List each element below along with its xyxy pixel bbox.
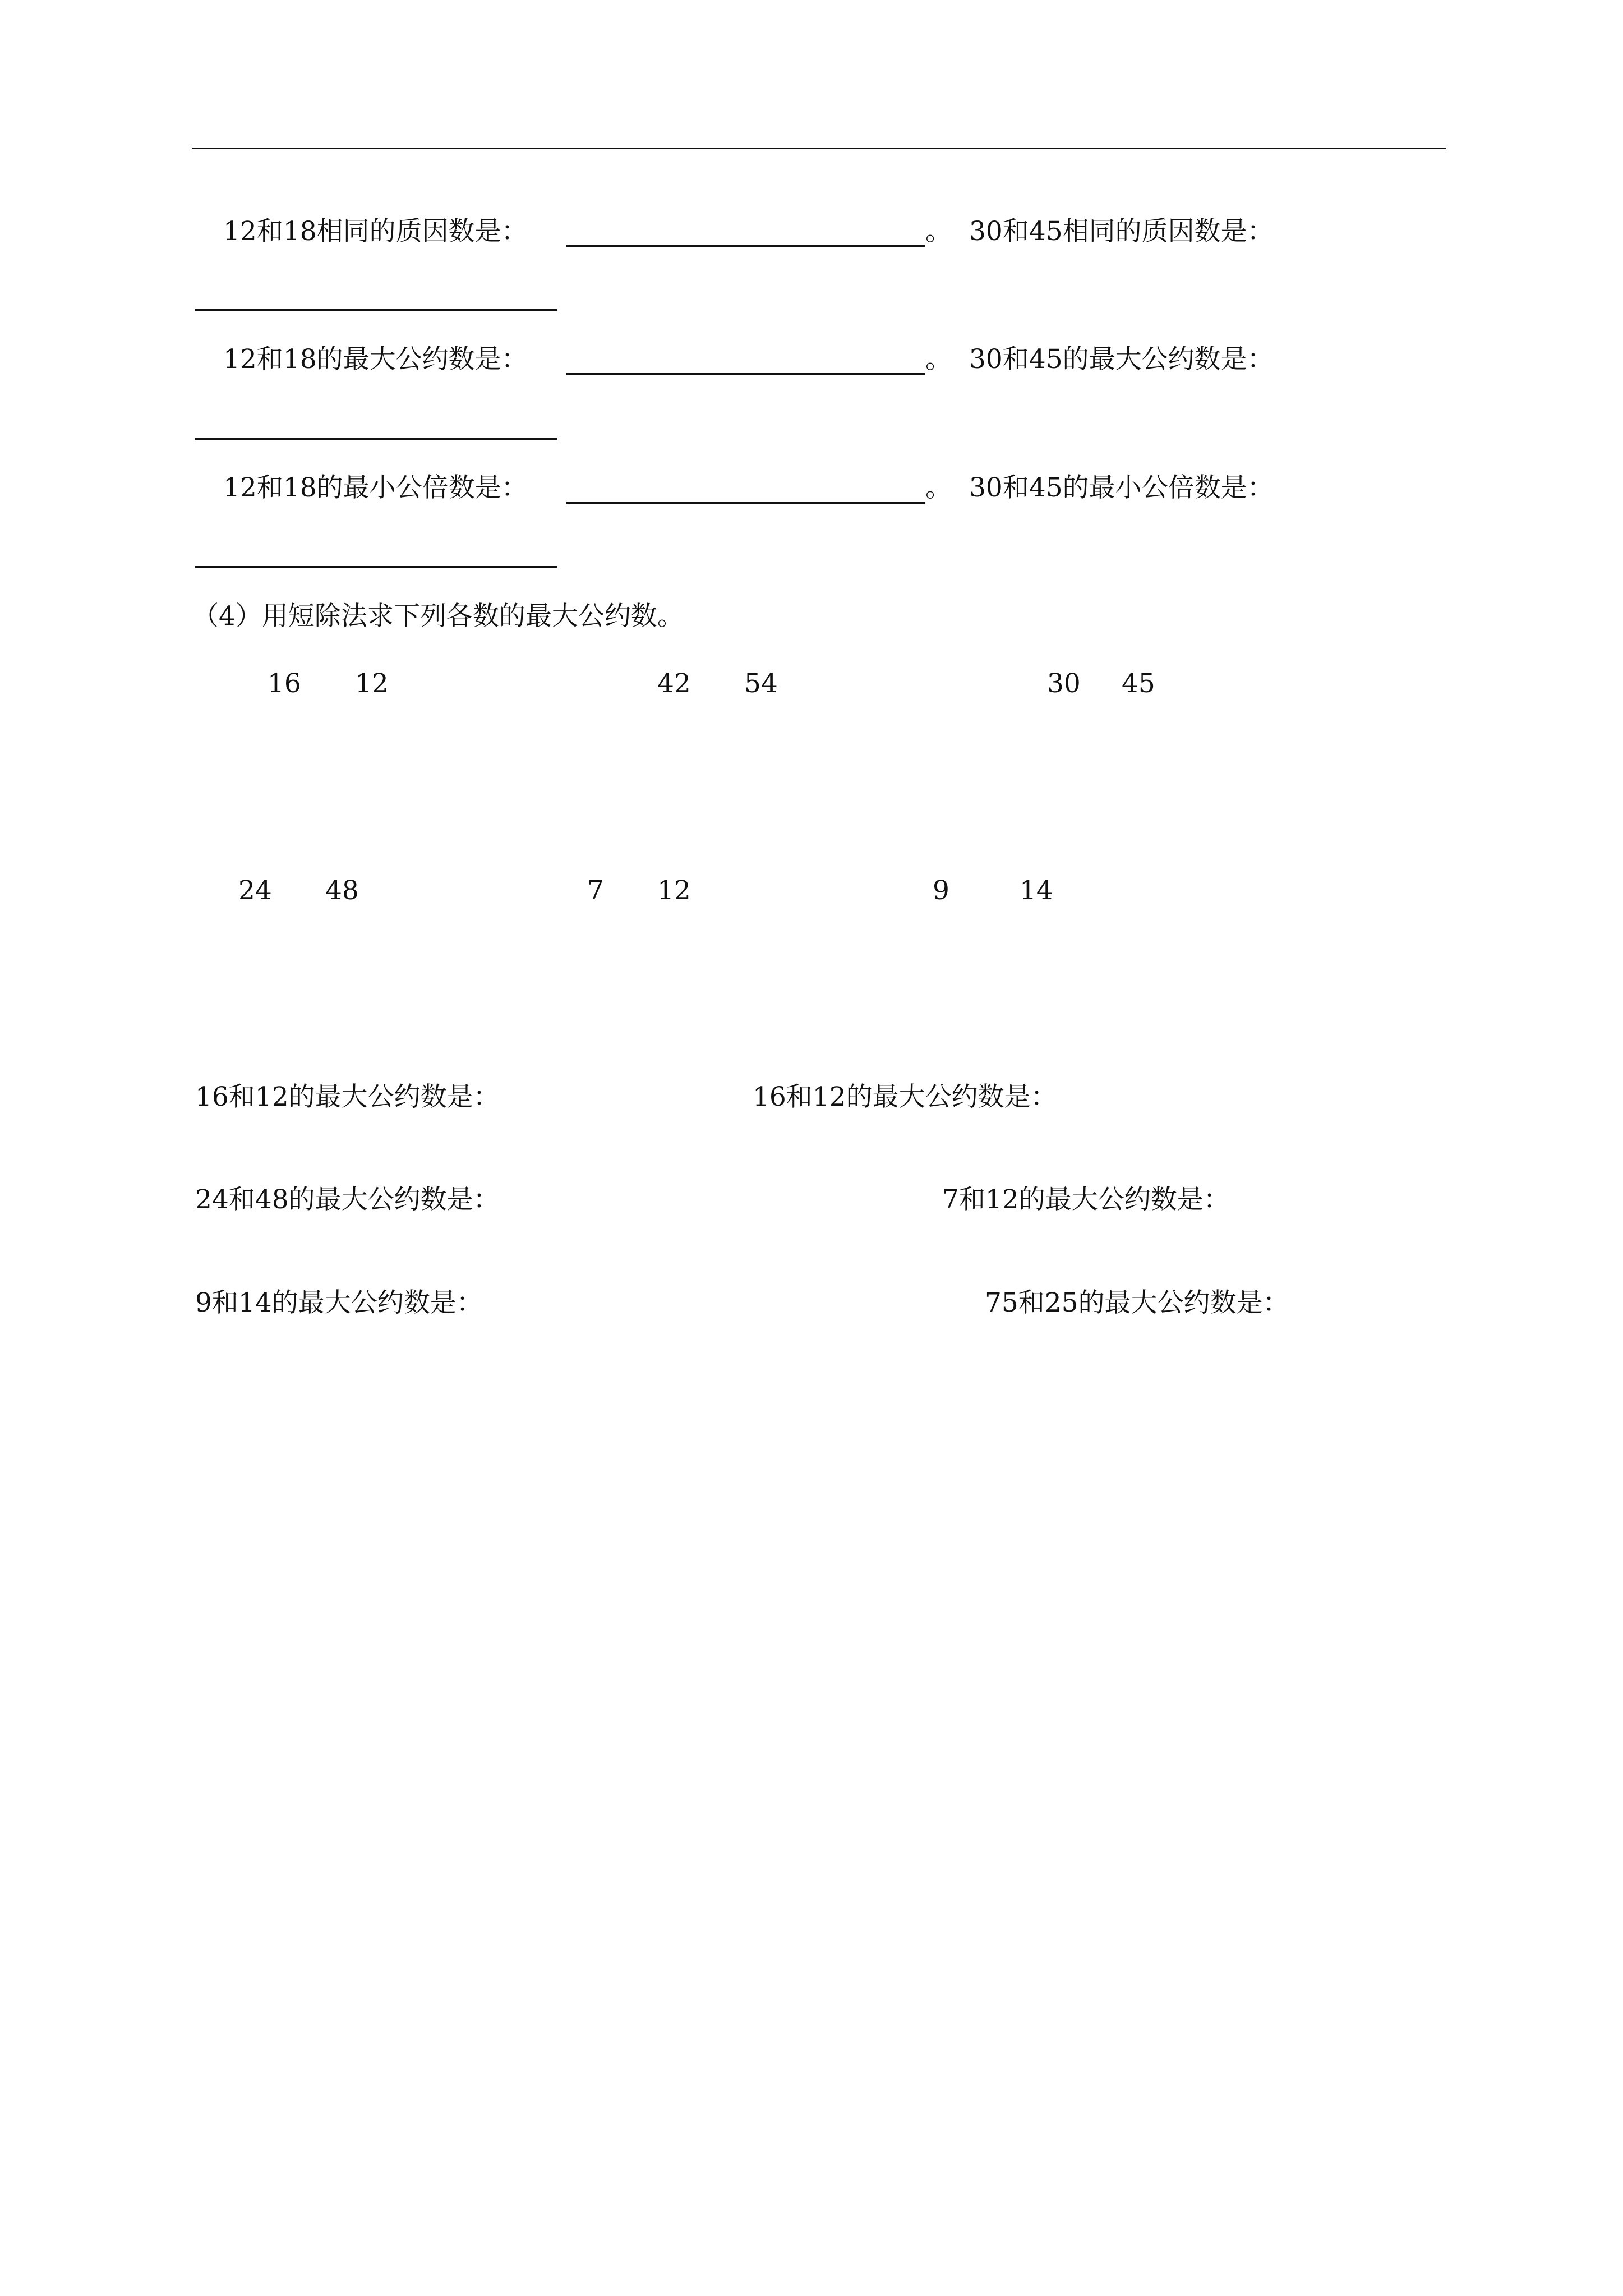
division-number: 42	[657, 668, 691, 699]
division-number: 9	[933, 875, 949, 906]
division-number: 12	[657, 875, 691, 906]
division-number: 54	[744, 668, 778, 699]
answer-prompt-gcd: 24和48的最大公约数是：	[195, 1184, 500, 1215]
division-number: 48	[325, 875, 359, 906]
division-number: 14	[1020, 875, 1053, 906]
prompt-common-prime-30-45: 30和45相同的质因数是：	[969, 216, 1274, 247]
prompt-gcd-30-45: 30和45的最大公约数是：	[969, 344, 1274, 375]
answer-prompt-gcd: 9和14的最大公约数是：	[195, 1287, 483, 1318]
answer-prompt-gcd: 16和12的最大公约数是：	[195, 1082, 500, 1112]
header-rule	[192, 148, 1446, 149]
prompt-lcm-30-45: 30和45的最小公倍数是：	[969, 472, 1274, 503]
prompt-lcm-12-18: 12和18的最小公倍数是：	[223, 472, 528, 503]
answer-blank-lcm-12-18[interactable]	[566, 502, 925, 504]
section-4-heading: （4）用短除法求下列各数的最大公约数。	[192, 601, 684, 632]
answer-prompt-gcd: 75和25的最大公约数是：	[985, 1287, 1289, 1318]
division-number: 7	[587, 875, 604, 906]
answer-blank-common-prime-30-45[interactable]	[195, 309, 557, 311]
prompt-common-prime-12-18: 12和18相同的质因数是：	[223, 216, 528, 247]
answer-prompt-gcd: 16和12的最大公约数是：	[753, 1082, 1057, 1112]
period-mark: 。	[925, 472, 952, 503]
division-number: 24	[238, 875, 272, 906]
period-mark: 。	[925, 216, 952, 247]
division-number: 12	[355, 668, 389, 699]
answer-blank-gcd-12-18[interactable]	[566, 373, 925, 375]
division-number: 45	[1122, 668, 1155, 699]
period-mark: 。	[925, 344, 952, 375]
answer-blank-gcd-30-45[interactable]	[195, 438, 557, 440]
answer-prompt-gcd: 7和12的最大公约数是：	[942, 1184, 1230, 1215]
division-number: 16	[268, 668, 301, 699]
division-number: 30	[1047, 668, 1081, 699]
answer-blank-lcm-30-45[interactable]	[195, 566, 557, 568]
prompt-gcd-12-18: 12和18的最大公约数是：	[223, 344, 528, 375]
answer-blank-common-prime-12-18[interactable]	[566, 245, 925, 247]
